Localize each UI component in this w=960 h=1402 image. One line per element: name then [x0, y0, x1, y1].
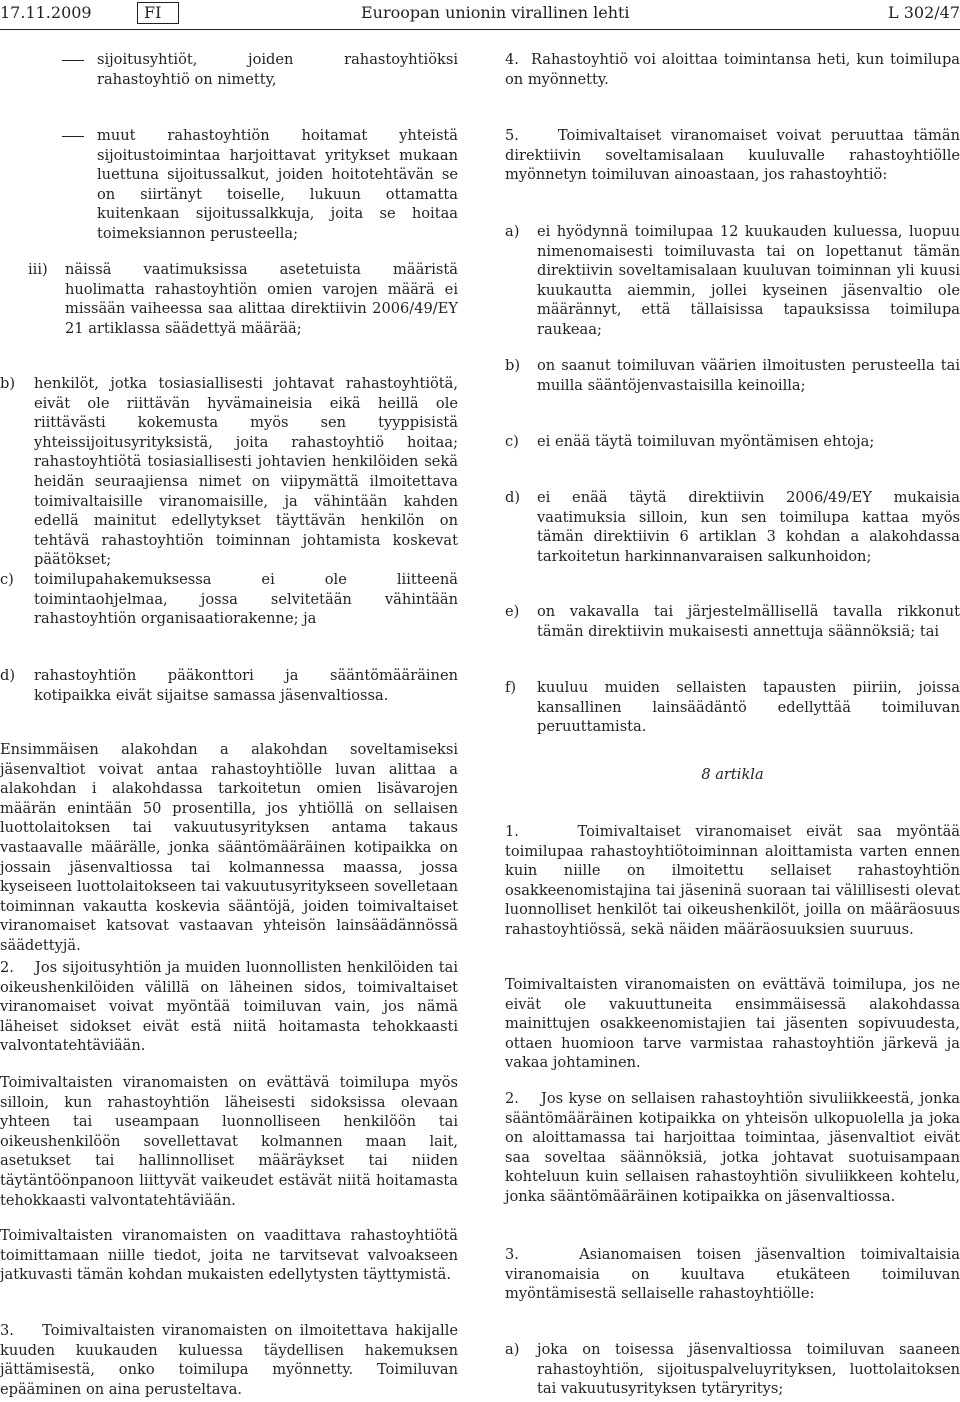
dash-marker [62, 60, 84, 61]
paragraph-information [0, 1226, 458, 1285]
item-d [0, 666, 458, 705]
paragraph-text: Toimivaltaiset viranomaiset eivät saa myöntää toimilupaa rahastoyhtiötoiminnan aloittamista varten ennen kuin niille on ilmoitettu sellaiset rahastoyhtiön osakkeenomistajina tai jäseninä suoraan tai välillisesti olevat luonnolliset henkilöt tai oikeushenkilöt, joilla on määräosuus rahastoyhtiössä, sekä näiden määräosuuksien suuruus. [505, 823, 960, 938]
item-label: iii) [28, 261, 48, 278]
paragraph-number: 3. [505, 1246, 519, 1263]
item-label: c) [505, 433, 519, 450]
item-label: b) [505, 357, 521, 374]
item-label: a) [505, 223, 520, 240]
dash-item-text: muut rahastoyhtiön hoitamat yhteistä sijoitustoimintaa harjoittavat yritykset mukaan luettuna sijoitussalkut, joiden hoitotehtävän se on siirtänyt toiselle, lukuun ottamatta kuitenkaan sijoitussalkkuja, joita se hoitaa toimeksiannon perusteella; [97, 127, 458, 242]
item-label: f) [505, 679, 517, 696]
paragraph-text: Jos sijoitusyhtiön ja muiden luonnollisten henkilöiden tai oikeushenkilöiden välillä on läheinen sidos, toimivaltaiset viranomaiset voivat myöntää toimiluvan vain, jos nämä läheiset sidokset eivät estä niitä hoitamasta tehokkaasti valvontatehtäviään. [0, 959, 458, 1055]
paragraph-number: 3. [0, 1322, 14, 1339]
paragraph-text: Asianomaisen toisen jäsenvaltion toimivaltaisia viranomaisia on kuultava etukäteen toimiluvan myöntämisestä sellaiselle rahastoyhtiölle: [505, 1246, 960, 1303]
item-text: ei hyödynnä toimilupaa 12 kuukauden kuluessa, luopuu nimenomaisesti toimiluvasta tai on lopettanut tämän direktiivin soveltamisalaan kuuluvan toiminnan yli kuusi kuukautta aiemmin, jollei kyseinen jäsenvaltio ole määrännyt, että tällaisissa tapauksissa toimilupa raukeaa; [537, 223, 960, 338]
paragraph-text: Rahastoyhtiö voi aloittaa toimintansa heti, kun toimilupa on myönnetty. [505, 51, 960, 88]
paragraph-refusal [0, 1073, 458, 1210]
paragraph-number: 2. [0, 959, 14, 976]
paragraph-derogation [0, 740, 458, 956]
paragraph-3 [0, 1321, 458, 1399]
dash-item-1 [0, 50, 458, 89]
journal-title: Euroopan unionin virallinen lehti [361, 3, 630, 22]
language-badge: FI [137, 2, 179, 24]
item-b [505, 356, 960, 395]
item-label: d) [505, 489, 521, 506]
paragraph-text: Toimivaltaiset viranomaiset voivat peruuttaa tämän direktiivin soveltamisalaan kuuluvalle rahastoyhtiölle myönnetyn toimiluvan ainoastaan, jos rahastoyhtiö: [505, 127, 960, 184]
item-text: henkilöt, jotka tosiasiallisesti johtavat rahastoyhtiötä, eivät ole riittävän hyvämaineisia eikä heillä ole riittävästi kokemusta myös sen tyyppisistä yhteissijoitusyrityksistä, joita rahastoyhtiö hoitaa; rahastoyhtiötä tosiasiallisesti johtavien henkilöiden sekä heidän seuraajiensa nimet on viipymättä ilmoitettava toimivaltaisille viranomaisille, ja vähintään kahden edellä mainitut edellytykset täyttävän henkilön on tehtävä rahastoyhtiön toiminnan johtamista koskevat päätökset; [34, 375, 458, 569]
item-text: toimilupahakemuksessa ei ole liitteenä toimintaohjelmaa, jossa selvitetään vähintään rahastoyhtiön organisaatiorakenne; ja [34, 571, 458, 628]
dash-item-text: sijoitusyhtiöt, joiden rahastoyhtiöksi rahastoyhtiö on nimetty, [97, 51, 458, 88]
paragraph-text: Toimivaltaisten viranomaisten on vaadittava rahastoyhtiötä toimittamaan niille tiedot, joita ne tarvitsevat valvoakseen jatkuvasti tämän kohdan mukaisten edellytysten täyttymistä. [0, 1227, 458, 1284]
paragraph-number: 1. [505, 823, 519, 840]
item-a [505, 222, 960, 340]
page-number: L 302/47 [888, 3, 960, 22]
paragraph-text: Jos kyse on sellaisen rahastoyhtiön sivuliikkeestä, jonka sääntömääräinen kotipaikka on yhteisön ulkopuolella ja joka on aloittamassa tai harjoittaa toimintaa, jäsenvaltiot eivät saa soveltaa säännöksiä, jotka johtavat suotuisampaan kohteluun kuin sellaisen rahastoyhtiön sivuliikkeen kohtelu, jonka sääntömääräinen kotipaikka on jäsenvaltiossa. [505, 1090, 960, 1205]
paragraph-number: 4. [505, 51, 519, 68]
article8-paragraph-3 [505, 1245, 960, 1304]
item-b [0, 374, 458, 570]
item-text: on saanut toimiluvan väärien ilmoitusten perusteella tai muilla sääntöjenvastaisilla keinoilla; [537, 357, 960, 394]
item-text: ei enää täytä toimiluvan myöntämisen ehtoja; [537, 433, 875, 450]
article8-paragraph-shareholders [505, 975, 960, 1073]
item-label: d) [0, 667, 16, 684]
article-title: 8 artikla [701, 766, 764, 783]
item-d [505, 488, 960, 566]
article8-paragraph-1 [505, 822, 960, 940]
item-label: e) [505, 603, 520, 620]
item-label: b) [0, 375, 16, 392]
item-label: c) [0, 571, 14, 588]
item-iii [0, 260, 458, 338]
paragraph-text: Toimivaltaisten viranomaisten on ilmoitettava hakijalle kuuden kuukauden kuluessa täydellisen hakemuksen jättämisestä, onko toimilupa myönnetty. Toimiluvan epääminen on aina perusteltava. [0, 1322, 458, 1398]
item-text: joka on toisessa jäsenvaltiossa toimiluvan saaneen rahastoyhtiön, sijoituspalveluyrityksen, luottolaitoksen tai vakuutusyrityksen tytäryritys; [537, 1341, 960, 1398]
paragraph-text: Toimivaltaisten viranomaisten on evättävä toimilupa myös silloin, kun rahastoyhtiön läheisesti sidoksissa olevaan yhteen tai useampaan luonnolliseen henkilöön tai oikeushenkilöön sovellettavat kolmannen maan lait, asetukset tai hallinnolliset määräykset tai niiden täytäntöönpanoon liittyvät vaikeudet estävät niitä hoitamasta tehokkaasti valvontatehtäviään. [0, 1074, 458, 1209]
paragraph-4 [505, 50, 960, 89]
issue-date: 17.11.2009 [0, 3, 92, 22]
header-rule [0, 29, 960, 30]
item-label: a) [505, 1341, 520, 1358]
paragraph-5 [505, 126, 960, 185]
paragraph-number: 5. [505, 127, 519, 144]
paragraph-2 [0, 958, 458, 1056]
item-text: ei enää täytä direktiivin 2006/49/EY mukaisia vaatimuksia silloin, kun sen toimilupa kattaa myös tämän direktiivin 6 artiklan 3 kohdan a alakohdassa tarkoitetun harkinnanvaraisen salkunhoidon; [537, 489, 960, 565]
item-a-subsidiary [505, 1340, 960, 1399]
dash-item-2 [0, 126, 458, 244]
paragraph-number: 2. [505, 1090, 519, 1107]
article-heading [505, 765, 960, 785]
paragraph-text: Ensimmäisen alakohdan a alakohdan soveltamiseksi jäsenvaltiot voivat antaa rahastoyhtiölle luvan alittaa a alakohdan i alakohdassa tarkoitetun omien lisävarojen määrän enintään 50 prosentilla, jos yhtiöllä on sellaisen luottolaitoksen tai vakuutusyrityksen antama takaus vastaavalle määrälle, jonka sääntömääräinen kotipaikka on jossain jäsenvaltiossa tai kolmannessa maassa, jossa kyseiseen luottolaitokseen tai vakuutusyritykseen sovelletaan toiminnan vakautta koskevia sääntöjä, joiden toimivaltaiset viranomaiset katsovat vastaavan yhteisön lainsäädännössä säädettyjä. [0, 741, 458, 954]
item-text: rahastoyhtiön pääkonttori ja sääntömääräinen kotipaikka eivät sijaitse samassa jäsenvaltiossa. [34, 667, 458, 704]
item-c [0, 570, 458, 629]
item-text: kuuluu muiden sellaisten tapausten piiriin, joissa kansallinen lainsäädäntö edellyttää toimiluvan peruuttamista. [537, 679, 960, 736]
item-e [505, 602, 960, 641]
paragraph-text: Toimivaltaisten viranomaisten on evättävä toimilupa, jos ne eivät ole vakuuttuneita ensimmäisessä alakohdassa mainittujen osakkeenomistajien tai jäsenten sopivuudesta, ottaen huomioon tarve varmistaa rahastoyhtiön järkevä ja vakaa johtaminen. [505, 976, 960, 1072]
item-text: näissä vaatimuksissa asetetuista määristä huolimatta rahastoyhtiön omien varojen määrä ei missään vaiheessa saa alittaa direktiivin 2006/49/EY 21 artiklassa säädettyä määrää; [65, 261, 458, 337]
article8-paragraph-2 [505, 1089, 960, 1207]
item-c [505, 432, 960, 452]
item-text: on vakavalla tai järjestelmällisellä tavalla rikkonut tämän direktiivin mukaisesti annettuja säännöksiä; tai [537, 603, 960, 640]
item-f [505, 678, 960, 737]
page-header [0, 0, 960, 34]
dash-marker [62, 136, 84, 137]
